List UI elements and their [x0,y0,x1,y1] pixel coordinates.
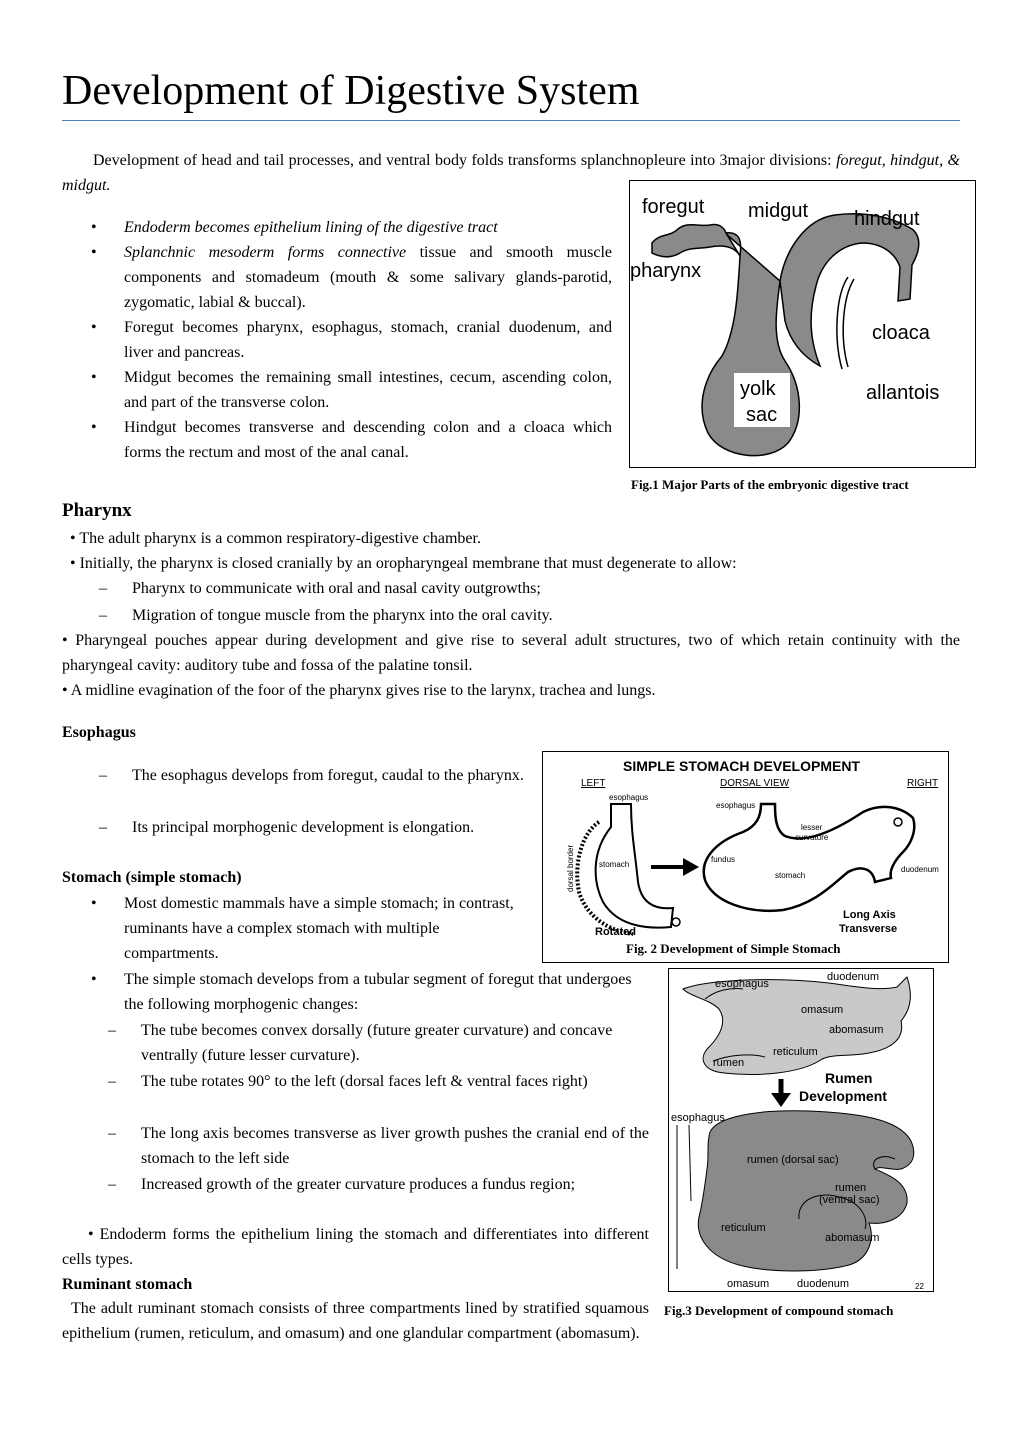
fig2-fundus: fundus [711,855,736,864]
fig3-ventral-sac: (ventral sac) [819,1194,880,1206]
dash-marker: – [99,607,107,624]
fig3-page-number: 22 [915,1282,924,1291]
fig3-rumen-dev: Rumen [825,1070,873,1086]
stomach-dash-1: The tube becomes convex dorsally (future greater curvature) and concave ventrally (future lesser curvature). [141,1022,613,1064]
fig2-stomach-left: stomach [599,860,630,869]
bullet-marker: • [91,895,97,912]
intro-bullet-2 [124,240,612,315]
pharynx-dash-2: Migration of tongue muscle from the pharynx into the oral cavity. [132,607,553,624]
dash-marker: – [108,1125,116,1142]
pharynx-p4: • A midline evagination of the foor of the pharynx gives rise to the larynx, trachea and lungs. [62,682,656,699]
bullet-marker: • [91,319,97,336]
fig2-right: RIGHT [907,778,939,789]
fig2-long-axis: Long Axis [843,909,896,921]
heading-pharynx: Pharynx [62,500,132,521]
intro-text: Development of head and tail processes, and ventral body folds transforms splanchnopleure into 3major divisions: [93,152,832,169]
intro-italic: foregut, hindgut, & midgut. [62,152,961,194]
pharynx-shape [652,224,740,256]
arrow-down-icon [771,1093,791,1107]
dash-marker: – [99,580,107,597]
pharynx-p1: • The adult pharynx is a common respiratory-digestive chamber. [70,530,481,547]
stomach-bullet-1: Most domestic mammals have a simple stomach; in contrast, ruminants have a complex stomach with multiple compartments. [124,895,514,962]
bullet-marker: • [91,971,97,988]
fig2-esophagus-right: esophagus [716,801,756,810]
figure-3-caption: Fig.3 Development of compound stomach [664,1303,894,1318]
fig3-reticulum-bottom: reticulum [721,1222,766,1234]
fig2-curvature: curvature [795,833,829,842]
pharynx-dash-1: Pharynx to communicate with oral and nasal cavity outgrowths; [132,580,541,597]
fig2-dorsal-view: DORSAL VIEW [720,778,790,789]
fig3-duodenum-top: duodenum [827,971,879,983]
intro-bullet-1: Endoderm becomes epithelium lining of the digestive tract [124,219,498,236]
label-pharynx: pharynx [630,260,702,282]
fig2-transverse: Transverse [839,923,898,935]
figure-2-drawing [543,752,948,962]
stomach-bullet-2: The simple stomach develops from a tubular segment of foregut that undergoes the following morphogenic changes: [124,971,632,1013]
stomach-dash-4: Increased growth of the greater curvature produces a fundus region; [141,1176,576,1193]
figure-3-drawing [669,969,933,1291]
fig2-duodenum: duodenum [901,865,939,874]
dash-marker: – [99,819,107,836]
intro-bullet-4: Midgut becomes the remaining small intestines, cecum, ascending colon, and part of the transverse colon. [124,369,612,411]
fig3-abomasum-top: abomasum [829,1024,884,1036]
bullet-marker: • [91,369,97,386]
figure-1-embryonic-gut [629,180,976,468]
esophagus-dash-1: The esophagus develops from foregut, caudal to the pharynx. [132,767,524,784]
bullet-marker: • [91,419,97,436]
pharynx-p3: • Pharyngeal pouches appear during development and give rise to several adult structures, two of which retain continuity with the pharyngeal cavity: auditory tube and fossa of the palatine tonsil. [62,632,960,674]
fig3-esophagus-bottom: esophagus [671,1112,725,1124]
fig3-side-line [689,1125,691,1201]
fig3-bottom-stomach [698,1111,913,1271]
arrow-right-icon [683,858,699,876]
intro-bullet-3: Foregut becomes pharynx, esophagus, stomach, cranial duodenum, and liver and pancreas. [124,319,612,361]
pharynx-p2: • Initially, the pharynx is closed cranially by an oropharyngeal membrane that must degenerate to allow: [70,555,737,572]
heading-ruminant: Ruminant stomach [62,1276,193,1293]
fig3-reticulum-top: reticulum [773,1046,818,1058]
fig2-dorsal-border: dorsal border [566,844,575,892]
label-cloaca: cloaca [872,322,930,344]
fig3-rumen-dorsal: rumen (dorsal sac) [747,1154,839,1166]
bullet-marker: • [91,219,97,236]
page-title: Development of Digestive System [62,68,640,114]
intro-bullet-5: Hindgut becomes transverse and descending colon and a cloaca which forms the rectum and most of the anal canal. [124,419,612,461]
fig3-development: Development [799,1088,887,1104]
fig3-abomasum-bottom: abomasum [825,1232,880,1244]
fig2-title: SIMPLE STOMACH DEVELOPMENT [623,758,860,774]
fig2-lesser: lesser [801,823,823,832]
fig2-stomach-right: stomach [775,871,806,880]
figure-1-drawing [630,181,975,467]
allantois-line-inner [843,279,854,367]
fig3-duodenum-bottom: duodenum [797,1278,849,1290]
fig3-omasum-bottom: omasum [727,1278,770,1290]
figure-3-compound-stomach [668,968,934,1292]
fig2-marker-icon [672,918,680,926]
dash-marker: – [108,1176,116,1193]
intro-bullet-2-italic: Splanchnic mesoderm forms connective [124,244,407,261]
intro-bullet-2-text: tissue and smooth muscle components and stomadeum (mouth & some salivary glands-parotid, zygomatic, labial & buccal). [124,244,612,311]
figure-2-caption: Fig. 2 Development of Simple Stomach [626,941,841,956]
fig3-omasum-top: omasum [801,1004,844,1016]
fig3-esophagus-top: esophagus [715,978,769,990]
heading-esophagus: Esophagus [62,724,136,741]
dash-marker: – [108,1022,116,1039]
stomach-dash-3: The long axis becomes transverse as liver growth pushes the cranial end of the stomach to the left side [141,1125,649,1167]
fig3-rumen-top: rumen [713,1057,745,1069]
bullet-marker: • [91,244,97,261]
label-foregut: foregut [642,196,705,218]
fig2-esophagus-left: esophagus [609,793,649,802]
ruminant-p1: The adult ruminant stomach consists of three compartments lined by stratified squamous epithelium (rumen, reticulum, and omasum) and one glandular compartment (abomasum). [62,1300,649,1342]
label-allantois: allantois [866,382,940,404]
heading-stomach: Stomach (simple stomach) [62,869,242,886]
stomach-dash-2: The tube rotates 90° to the left (dorsal faces left & ventral faces right) [141,1073,588,1090]
title-underline [62,120,960,121]
label-sac: sac [746,404,778,426]
allantois-line [837,277,848,369]
label-hindgut: hindgut [854,208,920,230]
right-stomach-outline [704,804,915,911]
dash-marker: – [108,1073,116,1090]
stomach-p1: • Endoderm forms the epithelium lining the stomach and differentiates into different cells types. [62,1226,649,1268]
figure-1-caption: Fig.1 Major Parts of the embryonic digestive tract [631,477,909,492]
fig3-rumen-bottom: rumen [835,1182,867,1194]
figure-2-simple-stomach [542,751,949,963]
label-midgut: midgut [748,200,809,222]
label-yolk: yolk [740,378,776,400]
dash-marker: – [99,767,107,784]
esophagus-dash-2: Its principal morphogenic development is elongation. [132,819,475,836]
fig2-left: LEFT [581,778,606,789]
fig2-rotated: Rotated [595,926,636,938]
